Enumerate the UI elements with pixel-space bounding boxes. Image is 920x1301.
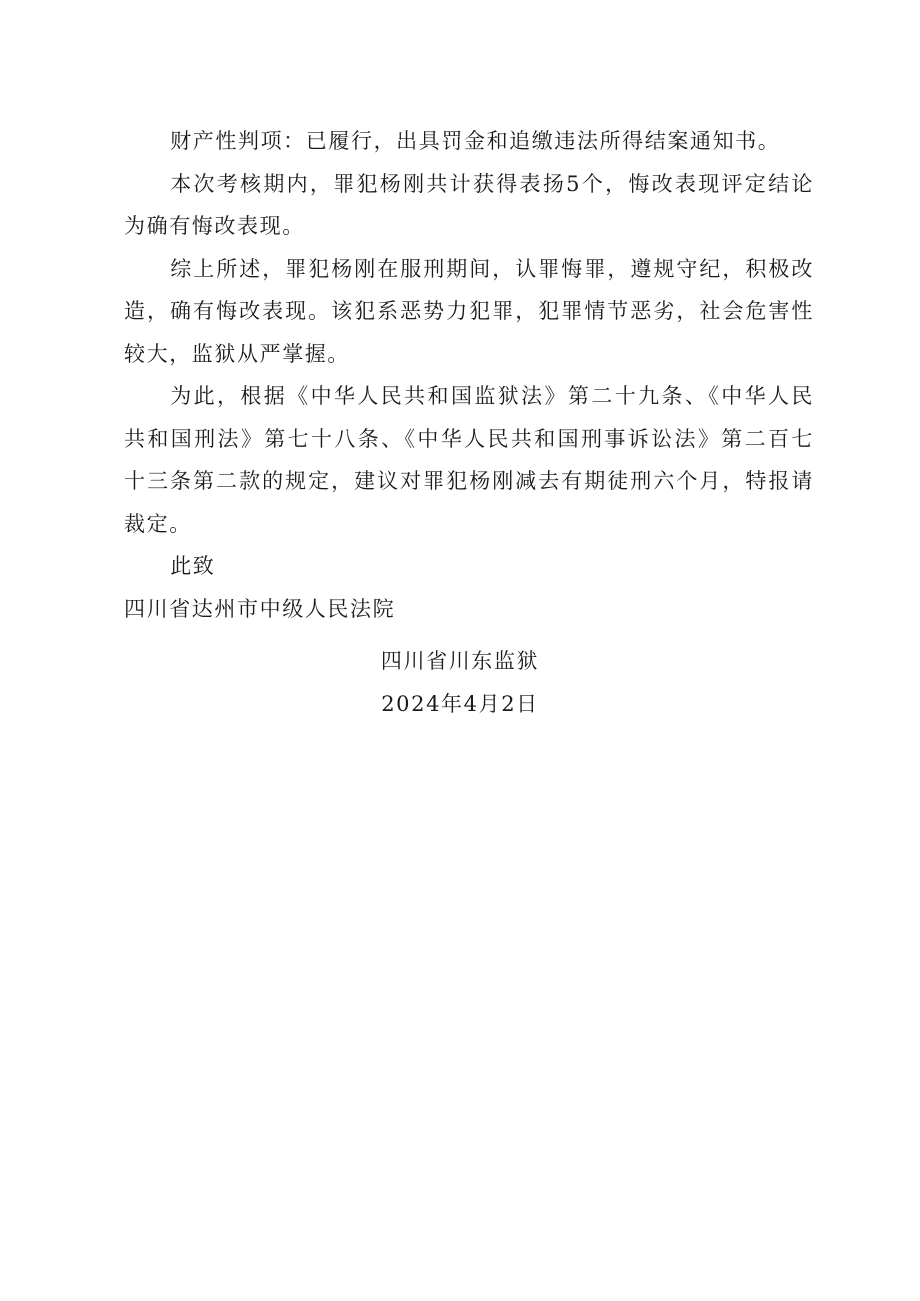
paragraph-property-judgment: 财产性判项：已履行，出具罚金和追缴违法所得结案通知书。	[170, 129, 781, 153]
signature-date: 2024年4月2日	[381, 692, 539, 716]
paragraph-summary: 综上所述，罪犯杨刚在服刑期间，认罪悔罪，遵规守纪，积极改造，确有悔改表现。该犯系恶势力犯罪，犯罪情节恶劣，社会危害性较大，监狱从严掌握。	[124, 256, 814, 366]
paragraph-legal-basis: 为此，根据《中华人民共和国监狱法》第二十九条、《中华人民共和国刑法》第七十八条、《中华人民共和国刑事诉讼法》第二百七十三条第二款的规定，建议对罪犯杨刚减去有期徒刑六个月，特报请裁定。	[124, 384, 814, 536]
signature-organization: 四川省川东监狱	[380, 649, 540, 673]
recipient-court: 四川省达州市中级人民法院	[124, 596, 396, 621]
paragraph-assessment: 本次考核期内，罪犯杨刚共计获得表扬5个，悔改表现评定结论为确有悔改表现。	[124, 171, 814, 238]
salutation: 此致	[170, 554, 216, 578]
document-body	[124, 120, 814, 630]
